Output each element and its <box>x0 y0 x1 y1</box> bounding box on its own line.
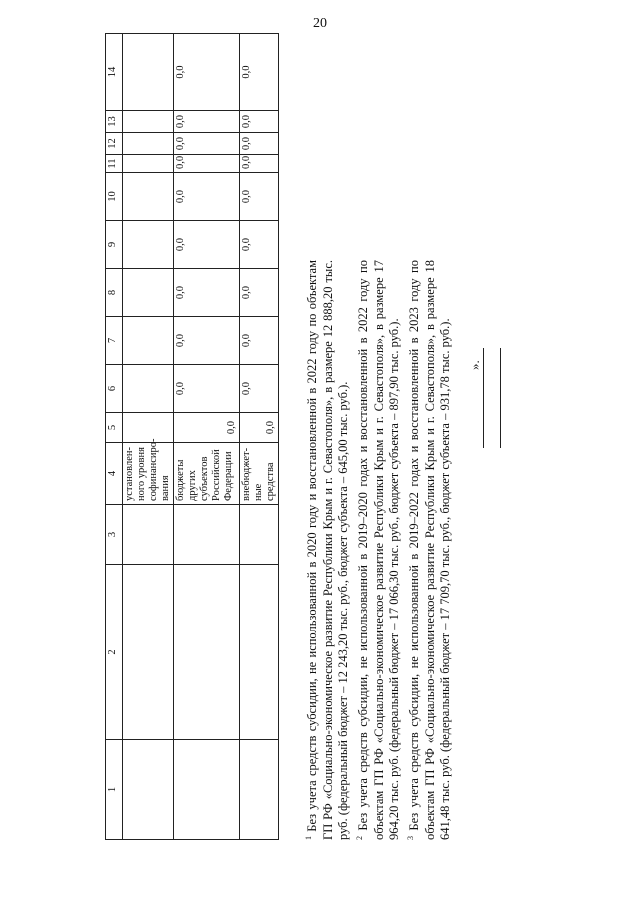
column-number: 3 <box>106 505 123 565</box>
closing-quote-mark: ». <box>467 360 482 370</box>
table-cell: 0,0 <box>240 173 279 221</box>
table-cell: бюджеты других субъектов Российской Федерации <box>174 443 240 505</box>
column-number: 1 <box>106 740 123 840</box>
column-number: 13 <box>106 111 123 133</box>
table-row <box>174 34 240 840</box>
table-cell: 0,0 <box>174 413 240 443</box>
table-cell <box>123 173 174 221</box>
table-cell: 0,0 <box>240 221 279 269</box>
data-table <box>105 33 279 840</box>
table-cell <box>123 34 174 111</box>
table-cell: 0,0 <box>174 133 240 155</box>
table-cell <box>240 505 279 565</box>
footnote-mark: 3 <box>405 836 415 840</box>
footnote-text: Без учета средств субсидии, не использованной в 2019–2020 годах и восстановленной в 2022 году по объектам ГП РФ «Социально-экономическое развитие Республики Крым и г. Севастополя», в размере 17 964,20 тыс. руб. (федеральный бюджет – 17 066,30 тыс. руб., бюджет субъекта – 897,90 тыс. руб.). <box>356 260 402 840</box>
footnote <box>352 260 403 840</box>
table-cell: 0,0 <box>174 365 240 413</box>
column-number: 11 <box>106 155 123 173</box>
column-number: 9 <box>106 221 123 269</box>
table-cell: 0,0 <box>174 221 240 269</box>
footnote-text: Без учета средств субсидии, не использованной в 2020 году и восстановленной в 2022 году по объектам ГП РФ «Социально-экономическое развитие Республики Крым и г. Севастополя», в размере 12 888,20 тыс. руб. (федеральный бюджет – 12 243,20 тыс. руб., бюджет субъекта – 645,00 тыс. руб.). <box>305 260 351 840</box>
table-cell: 0,0 <box>174 111 240 133</box>
table-cell <box>240 565 279 740</box>
table-cell <box>123 505 174 565</box>
footnote <box>403 260 454 840</box>
table-row <box>123 34 174 840</box>
table-cell <box>123 155 174 173</box>
column-number: 6 <box>106 365 123 413</box>
closing-rule-1 <box>483 348 484 448</box>
table-cell: 0,0 <box>240 133 279 155</box>
table-cell: 0,0 <box>174 155 240 173</box>
table-cell: установлен-ного уровня софинансиро-вания <box>123 443 174 505</box>
table-cell <box>123 365 174 413</box>
table-cell <box>123 565 174 740</box>
column-number: 12 <box>106 133 123 155</box>
table-cell: внебюджет-ные средства <box>240 443 279 505</box>
table-header-row <box>106 34 123 840</box>
table-cell: 0,0 <box>240 365 279 413</box>
column-number: 14 <box>106 34 123 111</box>
column-number: 8 <box>106 269 123 317</box>
table-cell: 0,0 <box>174 34 240 111</box>
table-cell <box>174 565 240 740</box>
page-number: 20 <box>313 16 327 31</box>
column-number: 5 <box>106 413 123 443</box>
table-row <box>240 34 279 840</box>
table-cell: 0,0 <box>240 111 279 133</box>
table-cell: 0,0 <box>240 155 279 173</box>
table-cell <box>123 133 174 155</box>
footnote-text: Без учета средств субсидии, не использованной в 2019–2022 годах и восстановленной в 2023 году по объектам ГП РФ «Социально-экономическое развитие Республики Крым и г. Севастополя», в размере 18 641,48 тыс. руб. (федеральный бюджет – 17 709,70 тыс. руб., бюджет субъекта – 931,78 тыс. руб.). <box>407 260 453 840</box>
table-cell <box>240 740 279 840</box>
column-number: 2 <box>106 565 123 740</box>
table-cell <box>123 740 174 840</box>
table-cell <box>123 269 174 317</box>
table-cell <box>174 740 240 840</box>
table-cell: 0,0 <box>240 413 279 443</box>
column-number: 10 <box>106 173 123 221</box>
rotated-page-content <box>105 60 482 840</box>
footnote <box>301 260 352 840</box>
table-cell: 0,0 <box>240 34 279 111</box>
table-cell <box>123 317 174 365</box>
footnotes <box>301 260 454 840</box>
table-cell <box>123 111 174 133</box>
table-cell: 0,0 <box>174 269 240 317</box>
footnote-mark: 1 <box>304 836 313 840</box>
table-cell: 0,0 <box>240 269 279 317</box>
closing-rule-2 <box>500 348 501 448</box>
column-number: 7 <box>106 317 123 365</box>
table-cell: 0,0 <box>174 317 240 365</box>
table-cell: 0,0 <box>174 173 240 221</box>
table-cell <box>123 221 174 269</box>
footnote-mark: 2 <box>354 836 364 840</box>
table-cell: 0,0 <box>240 317 279 365</box>
table-cell <box>174 505 240 565</box>
column-number: 4 <box>106 443 123 505</box>
